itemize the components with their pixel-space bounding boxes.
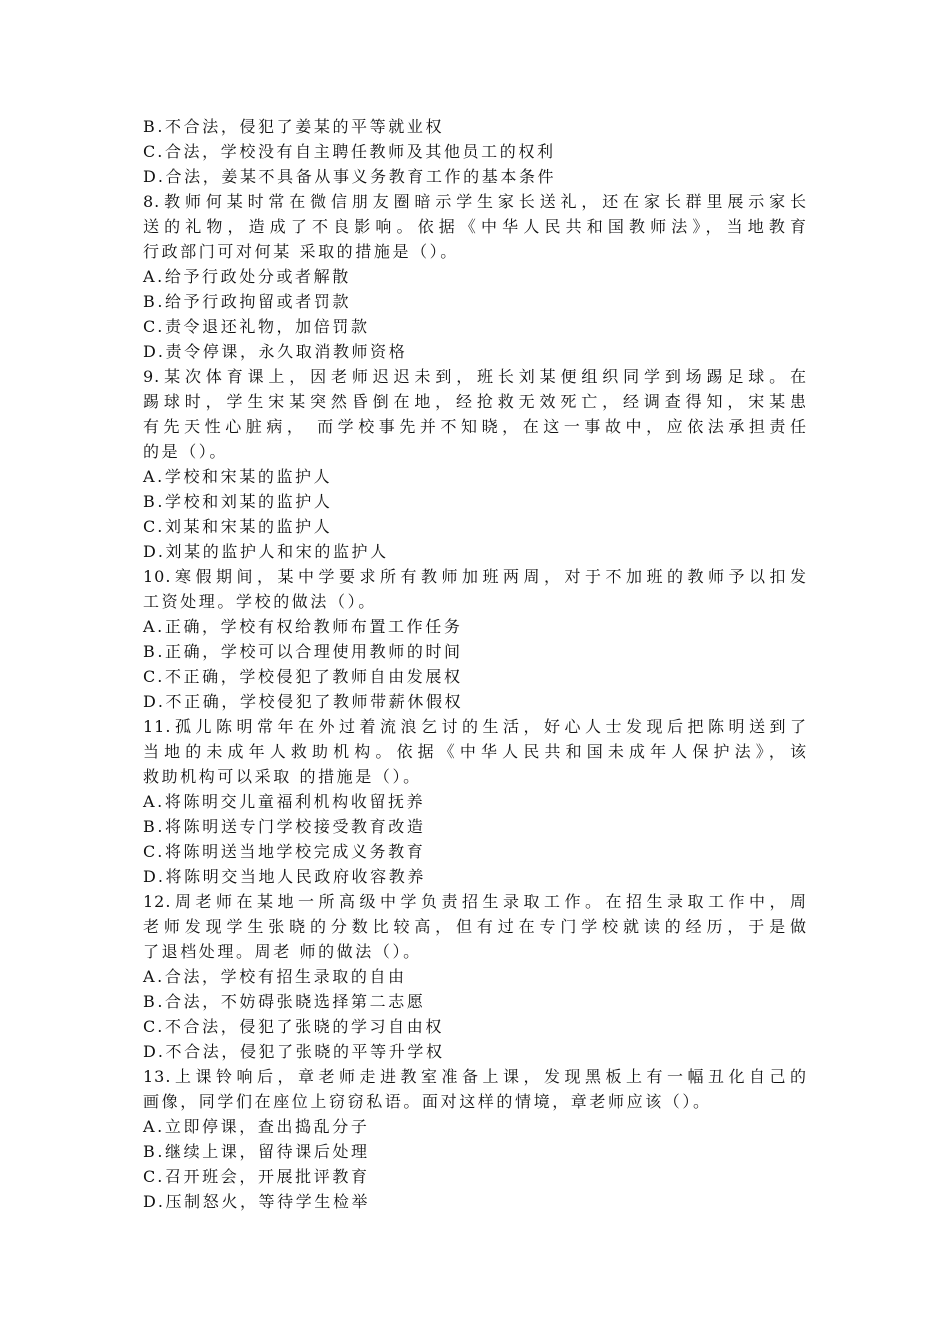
q9-stem-line-2: 踢球时，学生宋某突然昏倒在地，经抢救无效死亡，经调查得知，宋某患 <box>143 392 807 411</box>
q9-stem-line-4: 的是（）。 <box>143 442 229 461</box>
q9-stem-line-3: 有先天性心脏病， 而学校事先并不知晓，在这一事故中，应依法承担责任 <box>143 417 807 436</box>
q13-stem-line-2: 画像，同学们在座位上窃窃私语。面对这样的情境，章老师应该（）。 <box>143 1092 712 1111</box>
q8-stem-line-1: 8.教师何某时常在微信朋友圈暗示学生家长送礼，还在家长群里展示家长 <box>143 192 807 211</box>
q9-option-d: D.刘某的监护人和宋的监护人 <box>143 542 389 561</box>
q9-option-a: A.学校和宋某的监护人 <box>143 467 333 486</box>
q10-option-a: A.正确，学校有权给教师布置工作任务 <box>143 617 463 636</box>
q13-option-d: D.压制怒火，等待学生检举 <box>143 1192 371 1211</box>
q10-option-d: D.不正确，学校侵犯了教师带薪休假权 <box>143 692 464 711</box>
q11-stem-line-3: 救助机构可以采取 的措施是（）。 <box>143 767 422 786</box>
q8-option-c: C.责令退还礼物，加倍罚款 <box>143 317 370 336</box>
q9-option-b: B.学校和刘某的监护人 <box>143 492 333 511</box>
q9-stem-line-1: 9.某次体育课上，因老师迟迟未到，班长刘某便组织同学到场踢足球。在 <box>143 367 807 386</box>
q8-stem-line-2: 送的礼物，造成了不良影响。依据《中华人民共和国教师法》，当地教育 <box>143 217 807 236</box>
q12-stem-line-1: 12.周老师在某地一所高级中学负责招生录取工作。在招生录取工作中，周 <box>143 892 807 911</box>
question-11 <box>143 714 807 889</box>
q8-stem-line-3: 行政部门可对何某 采取的措施是（）。 <box>143 242 459 261</box>
q12-option-c: C.不合法，侵犯了张晓的学习自由权 <box>143 1017 444 1036</box>
q8-option-a: A.给予行政处分或者解散 <box>143 267 351 286</box>
q13-stem-line-1: 13.上课铃响后，章老师走进教室准备上课，发现黑板上有一幅丑化自己的 <box>143 1067 807 1086</box>
q13-option-a: A.立即停课，查出捣乱分子 <box>143 1117 370 1136</box>
q12-option-b: B.合法，不妨碍张晓选择第二志愿 <box>143 992 426 1011</box>
q11-stem-line-1: 11.孤儿陈明常年在外过着流浪乞讨的生活，好心人士发现后把陈明送到了 <box>143 717 807 736</box>
q10-option-b: B.正确，学校可以合理使用教师的时间 <box>143 642 463 661</box>
q11-stem-line-2: 当地的未成年人救助机构。依据《中华人民共和国未成年人保护法》，该 <box>143 742 807 761</box>
question-7-options-continued <box>143 114 807 189</box>
q7-option-d: D.合法，姜某不具备从事义务教育工作的基本条件 <box>143 167 557 186</box>
q13-option-c: C.召开班会，开展批评教育 <box>143 1167 370 1186</box>
question-13 <box>143 1064 807 1214</box>
q9-option-c: C.刘某和宋某的监护人 <box>143 517 333 536</box>
q10-stem-line-1: 10.寒假期间，某中学要求所有教师加班两周，对于不加班的教师予以扣发 <box>143 567 807 586</box>
q7-option-c: C.合法，学校没有自主聘任教师及其他员工的权利 <box>143 142 556 161</box>
q7-option-b: B.不合法，侵犯了姜某的平等就业权 <box>143 117 445 136</box>
q11-option-a: A.将陈明交儿童福利机构收留抚养 <box>143 792 426 811</box>
q11-option-d: D.将陈明交当地人民政府收容教养 <box>143 867 426 886</box>
q12-stem-line-3: 了退档处理。周老 师的做法（）。 <box>143 942 422 961</box>
q10-option-c: C.不正确，学校侵犯了教师自由发展权 <box>143 667 463 686</box>
question-12 <box>143 889 807 1064</box>
q8-option-b: B.给予行政拘留或者罚款 <box>143 292 352 311</box>
q11-option-b: B.将陈明送专门学校接受教育改造 <box>143 817 426 836</box>
q13-option-b: B.继续上课，留待课后处理 <box>143 1142 370 1161</box>
q11-option-c: C.将陈明送当地学校完成义务教育 <box>143 842 426 861</box>
question-9 <box>143 364 807 564</box>
question-10 <box>143 564 807 714</box>
q8-option-d: D.责令停课，永久取消教师资格 <box>143 342 408 361</box>
q12-option-a: A.合法，学校有招生录取的自由 <box>143 967 407 986</box>
question-8 <box>143 189 807 364</box>
q10-stem-line-2: 工资处理。学校的做法（）。 <box>143 592 377 611</box>
document-page <box>143 114 807 1214</box>
q12-stem-line-2: 老师发现学生张晓的分数比较高，但有过在专门学校就读的经历，于是做 <box>143 917 807 936</box>
q12-option-d: D.不合法，侵犯了张晓的平等升学权 <box>143 1042 445 1061</box>
